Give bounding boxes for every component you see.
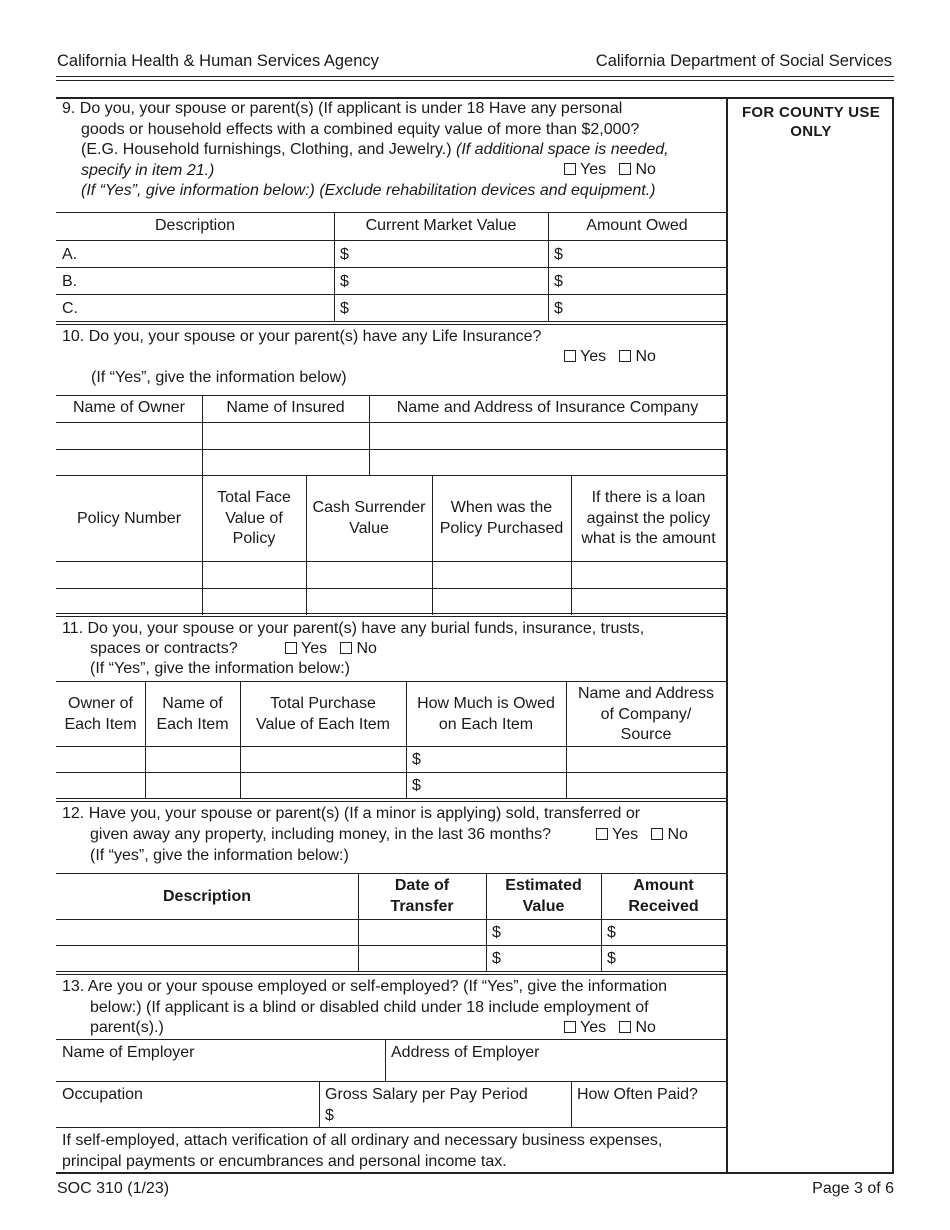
q13-yes-checkbox[interactable] [564, 1021, 576, 1033]
q12-line3: (If “yes”, give the information below:) [90, 847, 349, 864]
q9-yes-checkbox[interactable] [564, 163, 576, 175]
rule [56, 1081, 726, 1082]
q9-line5: (If “Yes”, give information below:) (Exclude rehabilitation devices and equipment.) [81, 182, 656, 199]
section-divider [56, 798, 726, 802]
rule [319, 1081, 320, 1127]
q11-yes-no [285, 639, 377, 660]
q9-row-a-label: A. [62, 246, 78, 263]
q9-line3b: (If additional space is needed, [456, 141, 669, 158]
rule [385, 1039, 386, 1081]
q11-col-owner-1: Owner of [68, 695, 133, 712]
gross-salary-label: Gross Salary per Pay Period [325, 1086, 528, 1103]
q13-no-label: No [635, 1019, 656, 1036]
rule [56, 561, 726, 562]
q10-col-face-value-3: Policy [232, 530, 276, 547]
q9-row-a-owed[interactable]: $ [554, 246, 563, 263]
q9-row-c-owed[interactable]: $ [554, 300, 563, 317]
q10-col-cash-2: Value [349, 519, 389, 537]
q9-line3 [62, 140, 669, 161]
q10-col-face-value-1: Total Face [217, 489, 291, 506]
rule [601, 873, 602, 972]
q10-col-loan-2: against the policy [586, 509, 711, 527]
q9-yes-no [564, 160, 656, 181]
q11-line1: 11. Do you, your spouse or your parent(s) have any burial funds, insurance, trusts, [62, 620, 645, 637]
section-divider [56, 321, 726, 325]
rule [369, 395, 370, 475]
gross-salary-field[interactable] [325, 1085, 528, 1126]
q11-col-total-purchase [240, 694, 406, 735]
rule [566, 681, 567, 799]
employer-name-field[interactable]: Name of Employer [62, 1044, 195, 1061]
rule [56, 1039, 726, 1040]
q10-col-when-purchased [432, 498, 571, 539]
q10-col-insured: Name of Insured [226, 399, 345, 416]
q10-line2: (If “Yes”, give the information below) [91, 369, 347, 386]
q10-col-loan-amount [571, 488, 726, 550]
q11-col-addr-2: of Company/ [600, 705, 692, 723]
q10-col-policy-number: Policy Number [76, 510, 182, 527]
rule [56, 919, 726, 920]
q9-row-a-market[interactable]: $ [340, 246, 349, 263]
q12-no-label: No [667, 826, 688, 843]
q9-col-market-value: Current Market Value [365, 217, 517, 234]
q10-yes-checkbox[interactable] [564, 350, 576, 362]
q9-col-amount-owed: Amount Owed [586, 217, 688, 234]
gross-salary-dollar: $ [325, 1106, 334, 1124]
header-rule [56, 80, 894, 81]
q12-col-amt-2: Received [628, 897, 699, 915]
q10-no-checkbox[interactable] [619, 350, 631, 362]
q11-col-owed [406, 694, 566, 735]
rule [56, 449, 726, 450]
q12-line1: 12. Have you, your spouse or parent(s) (If a minor is applying) sold, transferred or [62, 805, 641, 822]
q12-col-amt-1: Amount [633, 877, 694, 894]
q9-no-checkbox[interactable] [619, 163, 631, 175]
rule [486, 873, 487, 972]
q13-line1: 13. Are you or your spouse employed or self-employed? (If “Yes”, give the information [62, 978, 668, 995]
q11-col-total-1: Total Purchase [270, 695, 376, 712]
q11-col-total-2: Value of Each Item [256, 715, 390, 733]
q10-col-when-2: Policy Purchased [439, 519, 564, 537]
q11-line3: (If “Yes”, give the information below:) [90, 660, 350, 677]
q11-no-checkbox[interactable] [340, 642, 352, 654]
rule [56, 746, 726, 747]
q12-col-date-1: Date of [394, 877, 450, 894]
q13-yes-no [564, 1018, 656, 1039]
rule [358, 873, 359, 972]
rule [56, 588, 726, 589]
q11-col-addr-3: Source [620, 726, 672, 743]
q9-row-b-owed[interactable]: $ [554, 273, 563, 290]
q12-row-1-estimated[interactable]: $ [492, 924, 501, 941]
rule [56, 422, 726, 423]
q10-col-when-1: When was the [450, 499, 553, 516]
q9-line2: goods or household effects with a combined equity value of more than $2,000? [81, 120, 640, 138]
department-name: California Department of Social Services [595, 52, 892, 70]
q9-no-label: No [635, 161, 656, 178]
occupation-field[interactable]: Occupation [62, 1086, 143, 1103]
q12-row-2-received[interactable]: $ [607, 950, 616, 967]
q9-line4: specify in item 21.) [81, 161, 215, 179]
form-id: SOC 310 (1/23) [57, 1180, 170, 1197]
q12-line2: given away any property, including money, in the last 36 months? [90, 826, 551, 843]
q11-no-label: No [356, 640, 377, 657]
self-employed-note-2: principal payments or encumbrances and personal income tax. [62, 1152, 507, 1170]
how-often-paid-field[interactable]: How Often Paid? [577, 1086, 698, 1103]
q11-yes-label: Yes [301, 640, 328, 657]
q12-col-est-1: Estimated [505, 877, 582, 894]
q11-col-owner [56, 694, 145, 735]
q11-yes-checkbox[interactable] [285, 642, 297, 654]
q10-no-label: No [635, 348, 656, 365]
rule [240, 681, 241, 799]
rule [56, 212, 726, 213]
rule [56, 395, 726, 396]
q13-yes-label: Yes [580, 1019, 607, 1036]
rule [56, 294, 726, 295]
employer-address-field[interactable]: Address of Employer [391, 1044, 540, 1061]
section-divider [56, 971, 726, 975]
q12-col-received [601, 876, 726, 917]
agency-name: California Health & Human Services Agency [57, 52, 379, 70]
q12-col-description: Description [162, 888, 251, 905]
q10-col-cash-1: Cash Surrender [312, 499, 426, 516]
rule [571, 1081, 572, 1127]
q11-col-owed-1: How Much is Owed [417, 695, 555, 712]
q9-row-b-label: B. [62, 273, 78, 290]
q11-col-addr-1: Name and Address [577, 685, 715, 702]
q11-row-2-owed[interactable]: $ [412, 777, 421, 794]
q10-col-company: Name and Address of Insurance Company [396, 399, 699, 416]
q11-col-name-1: Name of [162, 695, 223, 712]
q10-yes-no [564, 347, 656, 368]
q10-col-loan-1: If there is a loan [591, 489, 706, 506]
q9-row-b-market[interactable]: $ [340, 273, 349, 290]
q11-col-name-2: Each Item [156, 715, 229, 733]
self-employed-note [62, 1131, 662, 1172]
rule [56, 475, 726, 476]
q12-col-date-2: Transfer [390, 897, 454, 915]
header-rule [56, 76, 894, 77]
county-use-label: FOR COUNTY USE ONLY [741, 104, 881, 140]
q11-col-owner-2: Each Item [64, 715, 137, 733]
rule [56, 267, 726, 268]
section-divider [56, 613, 726, 617]
rule [56, 772, 726, 773]
page-number: Page 3 of 6 [812, 1180, 894, 1197]
q9-line3a: (E.G. Household furnishings, Clothing, and Jewelry.) [81, 141, 456, 158]
rule [56, 681, 726, 682]
county-use-column [726, 97, 894, 1174]
rule [56, 240, 726, 241]
q13-line2: below:) (If applicant is a blind or disabled child under 18 include employment of [90, 999, 649, 1016]
q9-row-c-market[interactable]: $ [340, 300, 349, 317]
q13-line3: parent(s).) [90, 1019, 164, 1036]
q12-no-checkbox[interactable] [651, 828, 663, 840]
q10-line1: 10. Do you, your spouse or your parent(s) have any Life Insurance? [62, 328, 542, 345]
q12-row-2-estimated[interactable]: $ [492, 950, 501, 967]
q12-col-estimated [486, 876, 601, 917]
rule [56, 945, 726, 946]
q12-yes-label: Yes [612, 826, 639, 843]
q11-line2: spaces or contracts? [90, 640, 238, 657]
q10-col-loan-3: what is the amount [581, 530, 716, 547]
q11-col-owed-2: on Each Item [438, 715, 534, 733]
q10-col-face-value [202, 488, 306, 550]
q12-yes-checkbox[interactable] [596, 828, 608, 840]
q12-row-1-received[interactable]: $ [607, 924, 616, 941]
q10-yes-label: Yes [580, 348, 607, 365]
rule [145, 681, 146, 799]
self-employed-note-1: If self-employed, attach verification of all ordinary and necessary business expenses, [62, 1132, 663, 1149]
q11-col-name [145, 694, 240, 735]
q9-row-c-label: C. [62, 300, 78, 317]
rule [571, 475, 572, 615]
rule [432, 475, 433, 615]
q11-row-1-owed[interactable]: $ [412, 751, 421, 768]
rule [306, 475, 307, 615]
q12-col-date [358, 876, 486, 917]
q9-yes-label: Yes [580, 161, 607, 178]
q12-col-est-2: Value [522, 897, 565, 915]
q11-col-company-source [566, 684, 726, 746]
q9-col-description: Description [154, 217, 236, 234]
q9-line1: 9. Do you, your spouse or parent(s) (If applicant is under 18 Have any personal [62, 100, 623, 117]
q10-col-owner: Name of Owner [72, 399, 186, 416]
rule [56, 1127, 726, 1128]
q12-yes-no [596, 825, 688, 846]
question-9 [62, 99, 669, 202]
q13-no-checkbox[interactable] [619, 1021, 631, 1033]
q10-col-cash-surrender [306, 498, 432, 539]
rule [406, 681, 407, 799]
q10-col-face-value-2: Value of [225, 509, 283, 527]
rule [56, 873, 726, 874]
